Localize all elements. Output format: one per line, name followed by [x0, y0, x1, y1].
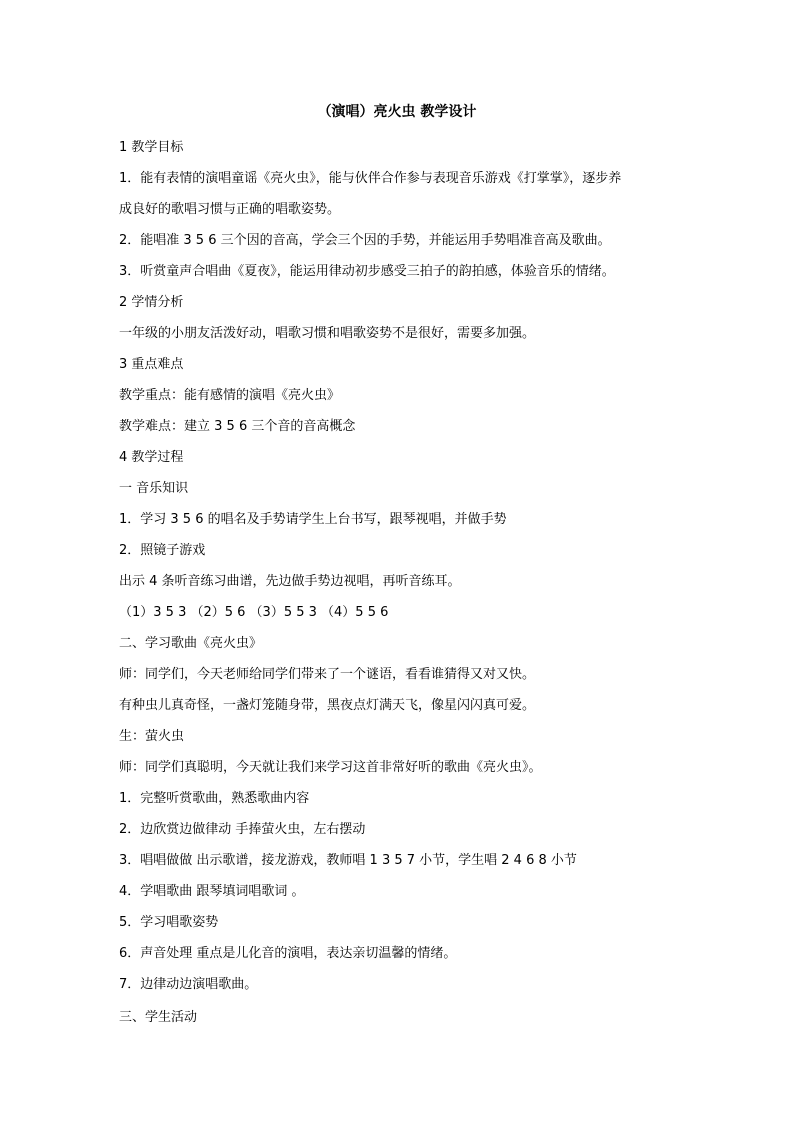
paragraph-line: 师：同学们真聪明，今天就让我们来学习这首非常好听的歌曲《亮火虫》。 [119, 760, 542, 775]
section-heading-objectives: 1 教学目标 [119, 140, 184, 155]
paragraph-line: 3．唱唱做做 出示歌谱，接龙游戏，教师唱 1 3 5 7 小节，学生唱 2 4 6 8 小节 [119, 853, 577, 868]
subsection-heading: 二、学习歌曲《亮火虫》 [119, 636, 263, 651]
paragraph-line: 1．学习 3 5 6 的唱名及手势请学生上台书写，跟琴视唱，并做手势 [119, 512, 507, 527]
paragraph-line: 1．完整听赏歌曲，熟悉歌曲内容 [119, 791, 310, 806]
document-title: （演唱）亮火虫 教学设计 [317, 104, 477, 120]
paragraph-line: 成良好的歌唱习惯与正确的唱歌姿势。 [119, 202, 341, 217]
paragraph-line: 有种虫儿真奇怪，一盏灯笼随身带，黑夜点灯满天飞，像星闪闪真可爱。 [119, 698, 536, 713]
paragraph-line: 一年级的小朋友活泼好动，唱歌习惯和唱歌姿势不是很好，需要多加强。 [119, 326, 536, 341]
paragraph-line: 师：同学们，今天老师给同学们带来了一个谜语，看看谁猜得又对又快。 [119, 667, 536, 682]
paragraph-line: 教学难点：建立 3 5 6 三个音的音高概念 [119, 419, 356, 434]
paragraph-line: 2．能唱准 3 5 6 三个因的音高，学会三个因的手势，并能运用手势唱准音高及歌曲。 [119, 233, 611, 248]
paragraph-line: 3．听赏童声合唱曲《夏夜》，能运用律动初步感受三拍子的韵拍感，体验音乐的情绪。 [119, 264, 615, 279]
subsection-heading: 三、学生活动 [119, 1010, 198, 1025]
paragraph-line: 6．声音处理 重点是儿化音的演唱，表达亲切温馨的情绪。 [119, 946, 457, 961]
section-heading-process: 4 教学过程 [119, 450, 184, 465]
paragraph-line: 教学重点：能有感情的演唱《亮火虫》 [119, 388, 341, 403]
paragraph-line: （1）3 5 3 （2）5 6 （3）5 5 3 （4）5 5 6 [119, 605, 389, 620]
paragraph-line: 出示 4 条听音练习曲谱，先边做手势边视唱，再听音练耳。 [119, 574, 461, 589]
section-heading-analysis: 2 学情分析 [119, 295, 184, 310]
paragraph-line: 生：萤火虫 [119, 729, 185, 744]
paragraph-line: 7．边律动边演唱歌曲。 [119, 977, 258, 992]
paragraph-line: 2．照镜子游戏 [119, 543, 206, 558]
paragraph-line: 4．学唱歌曲 跟琴填词唱歌词 。 [119, 884, 305, 899]
paragraph-line: 2．边欣赏边做律动 手捧萤火虫，左右摆动 [119, 822, 366, 837]
paragraph-line: 1．能有表情的演唱童谣《亮火虫》，能与伙伴合作参与表现音乐游戏《打掌掌》，逐步养 [119, 171, 622, 186]
section-heading-key-points: 3 重点难点 [119, 357, 184, 372]
paragraph-line: 5．学习唱歌姿势 [119, 915, 219, 930]
document-body [119, 132, 679, 1033]
subsection-heading: 一 音乐知识 [119, 481, 189, 496]
